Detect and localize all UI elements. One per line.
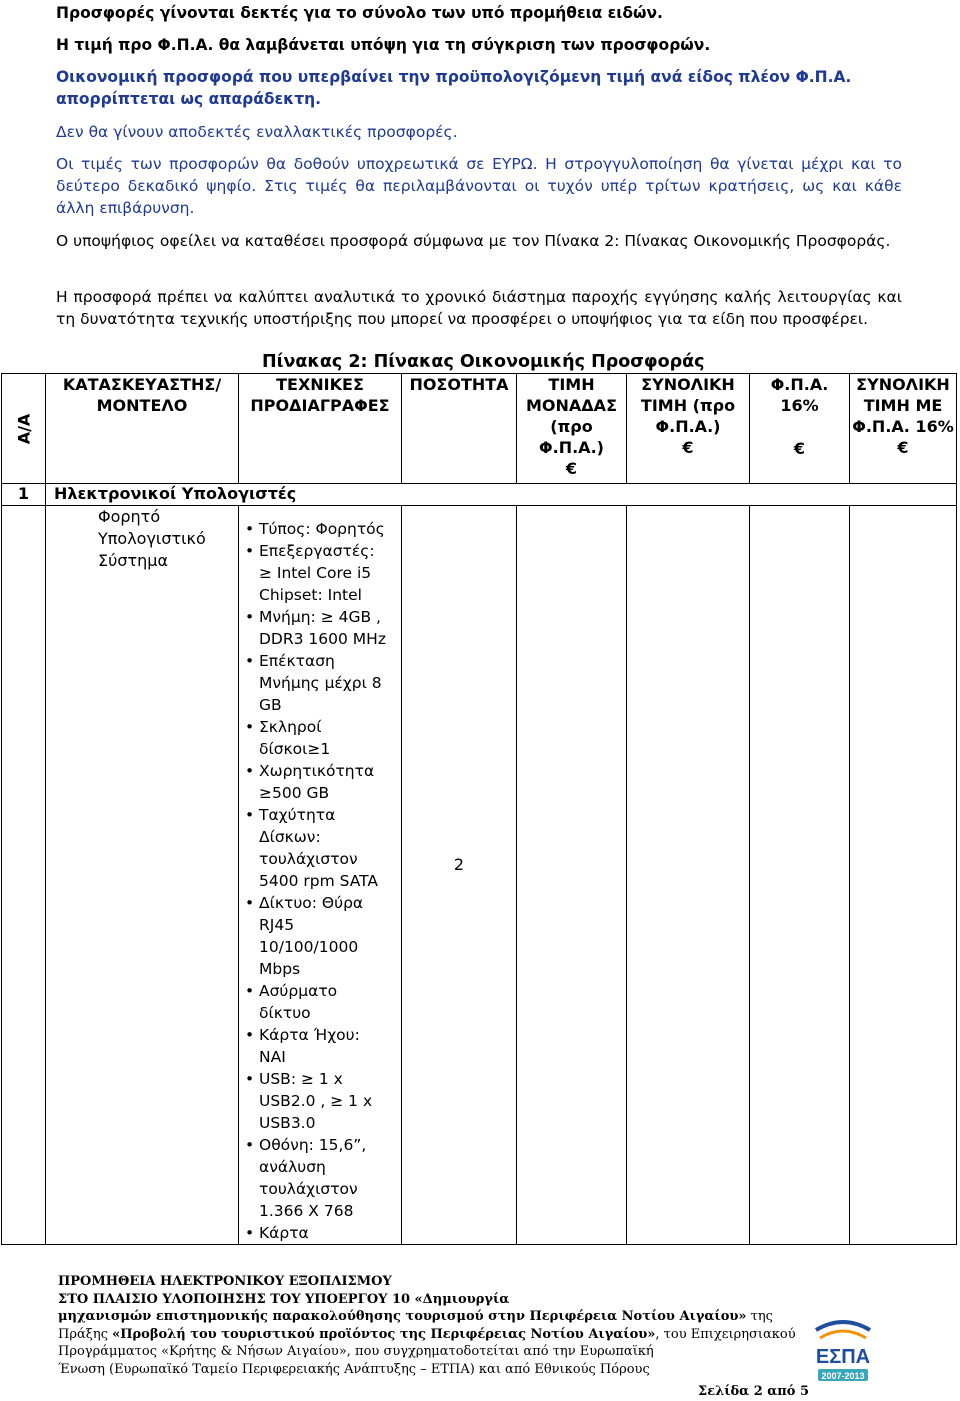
table-header-row <box>2 374 957 484</box>
spec-line: ΝΑΙ <box>259 1048 286 1066</box>
svg-text:2007-2013: 2007-2013 <box>821 1371 865 1381</box>
spec-line: δίκτυο <box>259 1004 311 1022</box>
spec-line: Δίσκων: <box>259 828 321 846</box>
spec-line: • Τύπος: Φορητός <box>243 518 401 540</box>
footer-line-2: ΣΤΟ ΠΛΑΙΣΙΟ ΥΛΟΠΟΙΗΣΗΣ ΤΟΥ ΥΠΟΕΡΓΟΥ 10 «Δημιουργία <box>58 1291 510 1307</box>
intro-prices-euro: Οι τιμές των προσφορών θα δοθούν υποχρεωτικά σε ΕΥΡΩ. Η στρογγυλοποίηση θα γίνεται μέχρι και το δεύτερο δεκαδικό ψηφίο. Στις τιμές θα περιλαμβάνονται οι τυχόν υπέρ τρίτων κρατήσεις, ως και κάθε άλλη επιβάρυνση. <box>56 155 902 217</box>
intro-offers-accepted: Προσφορές γίνονται δεκτές για το σύνολο των υπό προμήθεια ειδών. <box>56 4 663 22</box>
euro-symbol: € <box>793 439 806 458</box>
specs-list <box>239 506 401 1244</box>
total-price-input[interactable] <box>627 506 750 1245</box>
spec-line: • Χωρητικότητα <box>243 760 401 782</box>
header-specs: ΤΕΧΝΙΚΕΣ ΠΡΟΔΙΑΓΡΑΦΕΣ <box>239 374 402 484</box>
intro-warranty: Η προσφορά πρέπει να καλύπτει αναλυτικά το χρονικό διάστημα παροχής εγγύησης καλής λειτουργίας και τη δυνατότητα τεχνικής υποστήριξης που μπορεί να προσφέρει ο υποψήφιος για τα είδη που προσφέρει. <box>56 288 902 328</box>
spec-line: • Δίκτυο: Θύρα <box>243 892 401 914</box>
header-total-with-vat: ΣΥΝΟΛΙΚΗ ΤΙΜΗ ΜΕ Φ.Π.Α. 16% € <box>850 374 957 484</box>
header-manufacturer: ΚΑΤΑΣΚΕΥΑΣΤΗΣ/ ΜΟΝΤΕΛΟ <box>46 374 239 484</box>
item-quantity-cell <box>402 506 517 1245</box>
header-total-price: ΣΥΝΟΛΙΚΗ ΤΙΜΗ (προ Φ.Π.Α.) € <box>627 374 750 484</box>
euro-symbol: € <box>565 459 578 478</box>
table-title: Πίνακας 2: Πίνακας Οικονομικής Προσφοράς <box>262 352 705 372</box>
spec-line: δίσκοι≥1 <box>259 740 331 758</box>
spec-line: • Επέκταση <box>243 650 401 672</box>
spec-line: 1.366 Χ 768 <box>259 1202 354 1220</box>
spec-line: Mbps <box>259 960 301 978</box>
spec-line: • USB: ≥ 1 x <box>243 1068 401 1090</box>
spec-line: • Κάρτα <box>243 1222 401 1244</box>
spec-line: 10/100/1000 <box>259 938 359 956</box>
spec-line: 5400 rpm SATA <box>259 872 379 890</box>
footer-line-5: Προγράμματος «Κρήτης & Νήσων Αιγαίου», που συγχρηματοδοτείται από την Ευρωπαϊκή <box>58 1344 654 1359</box>
spec-line: τουλάχιστον <box>259 850 358 868</box>
spec-line: • Επεξεργαστές: <box>243 540 401 562</box>
item-name: Φορητό Υπολογιστικό Σύστημα <box>46 506 239 1245</box>
intro-budget-line1: Οικονομική προσφορά που υπερβαίνει την προϋπολογιζόμενη τιμή ανά είδος πλέον Φ.Π.Α. <box>56 68 852 86</box>
footer-line-3: μηχανισμών επιστημονικής παρακολούθησης τουρισμού στην Περιφέρεια Νοτίου Αιγαίου» της <box>58 1309 773 1324</box>
section-title: Ηλεκτρονικοί Υπολογιστές <box>46 484 957 506</box>
total-with-vat-input[interactable] <box>850 506 957 1245</box>
vat-input[interactable] <box>750 506 850 1245</box>
header-aa: Α/Α <box>2 374 46 484</box>
spec-line: ≥ Intel Core i5 <box>259 564 372 582</box>
spec-line: τουλάχιστον <box>259 1180 358 1198</box>
spec-line: ανάλυση <box>259 1158 326 1176</box>
spec-line: • Ασύρματο <box>243 980 401 1002</box>
spec-line: • Σκληροί <box>243 716 401 738</box>
spec-line: RJ45 <box>259 916 295 934</box>
unit-price-input[interactable] <box>517 506 627 1245</box>
spec-line: GB <box>259 696 282 714</box>
item-quantity: 2 <box>453 855 465 874</box>
table-row <box>2 506 957 1245</box>
intro-submit-table: Ο υποψήφιος οφείλει να καταθέσει προσφορά σύμφωνα με τον Πίνακα 2: Πίνακας Οικονομικής Προσφοράς. <box>56 232 891 250</box>
item-specs-cell <box>239 506 402 1245</box>
header-quantity: ΠΟΣΟΤΗΤΑ <box>402 374 517 484</box>
spec-line: ≥500 GB <box>259 784 330 802</box>
intro-budget-line2: απορρίπτεται ως απαράδεκτη. <box>56 90 322 108</box>
spec-line: • Κάρτα Ήχου: <box>243 1024 401 1046</box>
spec-line: • Ταχύτητα <box>243 804 401 826</box>
spec-line: • Μνήμη: ≥ 4GB , <box>243 606 401 628</box>
euro-symbol: € <box>682 438 694 457</box>
footer-line-1: ΠΡΟΜΗΘΕΙΑ ΗΛΕΚΤΡΟΝΙΚΟΥ ΕΞΟΠΛΙΣΜΟΥ <box>58 1274 392 1289</box>
footer-line-4: Πράξης «Προβολή του τουριστικού προϊόντος της Περιφέρειας Νοτίου Αιγαίου», του Επιχειρησιακού <box>58 1326 796 1342</box>
euro-symbol: € <box>897 438 909 457</box>
intro-no-alternatives: Δεν θα γίνουν αποδεκτές εναλλακτικές προσφορές. <box>56 123 458 141</box>
spec-line: USB3.0 <box>259 1114 316 1132</box>
spec-line: Μνήμης μέχρι 8 <box>259 674 382 692</box>
spec-line: • Οθόνη: 15,6”, <box>243 1134 401 1156</box>
header-unit-price: ΤΙΜΗ ΜΟΝΑΔΑΣ (προ Φ.Π.Α.) € <box>517 374 627 484</box>
svg-text:ΕΣΠΑ: ΕΣΠΑ <box>815 1346 871 1368</box>
espa-logo <box>808 1316 878 1384</box>
page-number: Σελίδα 2 από 5 <box>698 1384 810 1399</box>
spec-line: DDR3 1600 MHz <box>259 630 386 648</box>
section-number: 1 <box>2 484 46 506</box>
financial-offer-table <box>1 373 957 1245</box>
header-vat: Φ.Π.Α. 16% € <box>750 374 850 484</box>
spec-line: USB2.0 , ≥ 1 x <box>259 1092 373 1110</box>
section-row <box>2 484 957 506</box>
footer-line-6: Ένωση (Ευρωπαϊκό Ταμείο Περιφερειακής Ανάπτυξης – ΕΤΠΑ) και από Εθνικούς Πόρους <box>58 1361 650 1377</box>
footer-text <box>58 1273 796 1378</box>
spec-line: Chipset: Intel <box>259 586 362 604</box>
intro-price-comparison: Η τιμή προ Φ.Π.Α. θα λαμβάνεται υπόψη για τη σύγκριση των προσφορών. <box>56 36 711 54</box>
item-aa-cell <box>2 506 46 1245</box>
